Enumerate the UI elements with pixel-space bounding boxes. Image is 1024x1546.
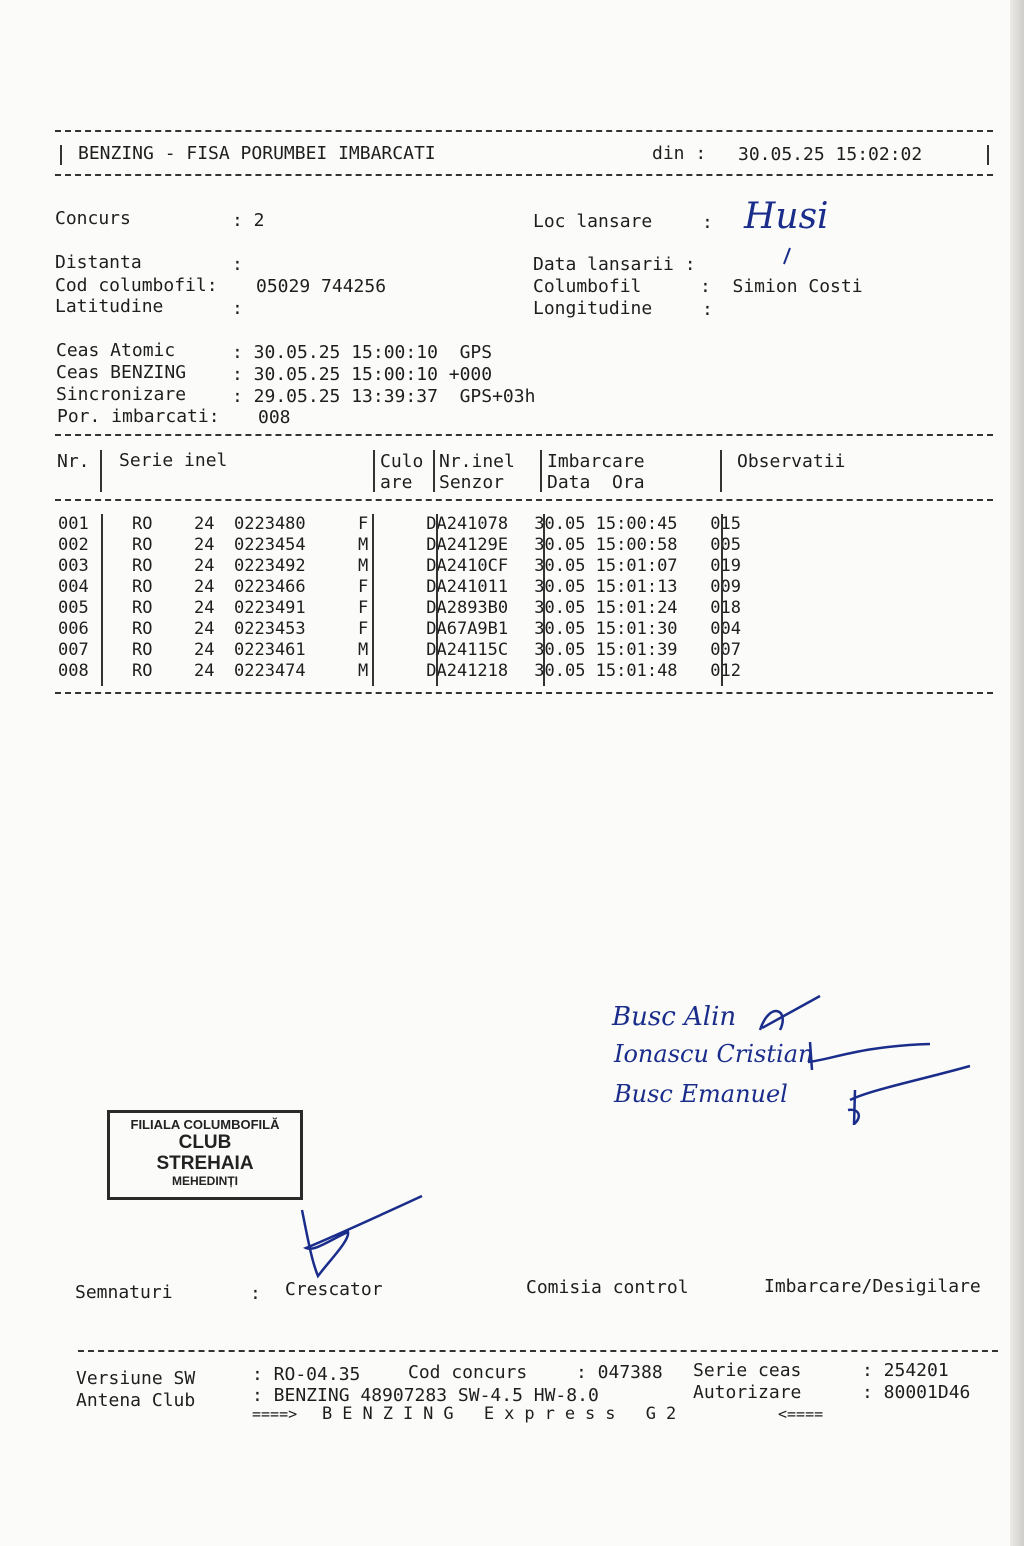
table-row (58, 577, 770, 598)
commission-name-2: Ionascu Cristian (614, 1040, 814, 1068)
row-nr: 007 (58, 640, 89, 660)
banner-right: <==== (778, 1405, 824, 1423)
table-row (58, 661, 770, 682)
crescator-signature (290, 1190, 430, 1280)
row-ring: 0223480 (234, 514, 306, 534)
row-sensor: DA241011 (426, 577, 509, 597)
stamp-line-4: MEHEDINȚI (172, 1174, 238, 1188)
col-header-data-ora: Data Ora (547, 472, 645, 493)
stamp-line-3: STREHAIA (156, 1153, 254, 1174)
loc-lansare-sep: : (702, 212, 713, 233)
banner-left: ====> (252, 1405, 298, 1423)
row-datetime: 30.05 15:00:45 (534, 514, 678, 534)
row-sensor: DA24129E (426, 535, 509, 555)
row-nr: 008 (58, 661, 89, 681)
row-datetime: 30.05 15:01:39 (534, 640, 678, 660)
col-header-nr-inel: Nr.inel (439, 451, 515, 472)
concurs-value: : 2 (232, 210, 265, 231)
col-header-imbarcare: Imbarcare (547, 451, 645, 472)
col-header-senzor: Senzor (439, 472, 505, 493)
comisia-label: Comisia control (526, 1277, 689, 1298)
row-nr: 002 (58, 535, 89, 555)
row-country: RO (132, 535, 153, 555)
cod-concurs-value: : 047388 (576, 1362, 663, 1383)
row-observation: 009 (710, 577, 741, 597)
columbofil-label: Columbofil (533, 276, 642, 297)
row-country: RO (132, 598, 153, 618)
data-lansarii-pen-mark (780, 246, 794, 266)
sincronizare-value: : 29.05.25 13:39:37 GPS+03h (232, 386, 536, 407)
row-observation: 012 (710, 661, 741, 681)
stamp-line-2: CLUB (178, 1132, 232, 1153)
distanta-value: : (232, 254, 243, 275)
col-divider-1 (100, 450, 102, 492)
row-datetime: 30.05 15:01:24 (534, 598, 678, 618)
autorizare-label: Autorizare (693, 1382, 802, 1403)
row-datetime: 30.05 15:00:58 (534, 535, 678, 555)
col-header-culo: Culo (380, 451, 424, 472)
ceas-benzing-label: Ceas BENZING (56, 362, 187, 383)
row-color (368, 514, 426, 535)
concurs-label: Concurs (55, 208, 131, 229)
distanta-label: Distanta (55, 252, 142, 273)
row-sensor: DA2410CF (426, 556, 509, 576)
page-edge-shadow (1010, 0, 1024, 1546)
header-right-bar (987, 145, 989, 165)
pigeon-table-body (58, 514, 770, 682)
row-sex: F (358, 514, 369, 534)
row-sex: F (358, 598, 369, 618)
row-country: RO (132, 577, 153, 597)
row-color (368, 598, 426, 619)
table-row (58, 514, 770, 535)
cod-concurs-label: Cod concurs (408, 1362, 528, 1383)
row-year: 24 (194, 661, 215, 681)
row-nr: 005 (58, 598, 89, 618)
row-divider-1 (101, 514, 103, 686)
row-sex: M (358, 640, 369, 660)
row-color (368, 640, 426, 661)
row-ring: 0223453 (234, 619, 306, 639)
ceas-atomic-value: : 30.05.25 15:00:10 GPS (232, 342, 493, 363)
row-sex: F (358, 619, 369, 639)
crescator-label: Crescator (285, 1279, 383, 1300)
row-nr: 006 (58, 619, 89, 639)
club-stamp (107, 1110, 303, 1200)
longitudine-value: : (702, 299, 713, 320)
row-ring: 0223461 (234, 640, 306, 660)
row-observation: 019 (710, 556, 741, 576)
autorizare-value: : 80001D46 (862, 1382, 971, 1403)
col-header-serie-inel: Serie inel (119, 450, 228, 471)
versiune-value: : RO-04.35 (252, 1364, 361, 1385)
table-row (58, 598, 770, 619)
versiune-label: Versiune SW (76, 1368, 196, 1389)
table-row (58, 535, 770, 556)
commission-signatures (750, 990, 980, 1130)
row-divider-4 (543, 514, 545, 686)
row-datetime: 30.05 15:01:30 (534, 619, 678, 639)
row-sensor: DA24115C (426, 640, 509, 660)
row-color (368, 661, 426, 682)
row-country: RO (132, 661, 153, 681)
latitudine-label: Latitudine (55, 296, 164, 317)
data-lansarii-label: Data lansarii : (533, 254, 696, 275)
row-year: 24 (194, 640, 215, 660)
commission-name-3: Busc Emanuel (614, 1080, 788, 1108)
row-color (368, 535, 426, 556)
row-divider-2 (372, 514, 374, 686)
col-divider-5 (720, 450, 722, 492)
serie-ceas-label: Serie ceas (693, 1360, 802, 1381)
row-ring: 0223466 (234, 577, 306, 597)
row-sex: M (358, 661, 369, 681)
semnaturi-sep: : (250, 1283, 261, 1304)
row-nr: 003 (58, 556, 89, 576)
row-observation: 005 (710, 535, 741, 555)
row-year: 24 (194, 556, 215, 576)
row-sensor: DA2893B0 (426, 598, 509, 618)
print-date-label: din : (652, 143, 707, 164)
row-year: 24 (194, 598, 215, 618)
row-divider-3 (436, 514, 438, 686)
sincronizare-label: Sincronizare (56, 384, 187, 405)
row-color (368, 619, 426, 640)
row-ring: 0223491 (234, 598, 306, 618)
col-divider-3 (433, 450, 435, 492)
table-row (58, 619, 770, 640)
imbarcare-desigilare-label: Imbarcare/Desigilare (764, 1276, 981, 1297)
pigeon-table (58, 514, 770, 682)
antena-value: : BENZING 48907283 SW-4.5 HW-8.0 (252, 1385, 599, 1406)
col-header-nr: Nr. (57, 451, 90, 472)
row-sex: M (358, 556, 369, 576)
table-header-rule (55, 499, 993, 501)
por-imbarcati-value: 008 (258, 407, 291, 428)
print-date-value: 30.05.25 15:02:02 (738, 144, 923, 165)
col-header-observatii: Observatii (737, 451, 846, 472)
row-country: RO (132, 640, 153, 660)
row-year: 24 (194, 577, 215, 597)
row-year: 24 (194, 514, 215, 534)
banner-text: BENZING Express G2 (322, 1404, 687, 1424)
ceas-benzing-value: : 30.05.25 15:00:10 +000 (232, 364, 493, 385)
row-sensor: DA241218 (426, 661, 509, 681)
row-sex: F (358, 577, 369, 597)
commission-name-1: Busc Alin (612, 1002, 737, 1032)
row-observation: 018 (710, 598, 741, 618)
por-imbarcati-label: Por. imbarcati: (57, 406, 220, 427)
table-row (58, 640, 770, 661)
row-country: RO (132, 556, 153, 576)
cod-columbofil-value: 05029 744256 (256, 276, 387, 297)
semnaturi-label: Semnaturi (75, 1282, 173, 1303)
serie-ceas-value: : 254201 (862, 1360, 949, 1381)
document-title: BENZING - FISA PORUMBEI IMBARCATI (78, 143, 436, 164)
row-color (368, 556, 426, 577)
row-color (368, 577, 426, 598)
header-left-bar (60, 145, 62, 165)
loc-lansare-handwritten: Husi (744, 196, 829, 237)
longitudine-label: Longitudine (533, 298, 653, 319)
col-divider-2 (373, 450, 375, 492)
row-datetime: 30.05 15:01:48 (534, 661, 678, 681)
row-ring: 0223474 (234, 661, 306, 681)
row-divider-5 (721, 514, 723, 686)
stamp-line-1: FILIALA COLUMBOFILĂ (130, 1117, 280, 1132)
columbofil-value: : Simion Costi (700, 276, 863, 297)
row-year: 24 (194, 535, 215, 555)
footer-rule (78, 1350, 998, 1352)
loc-lansare-label: Loc lansare (533, 211, 653, 232)
header-bottom-rule (55, 174, 993, 176)
row-observation: 015 (710, 514, 741, 534)
row-datetime: 30.05 15:01:07 (534, 556, 678, 576)
row-year: 24 (194, 619, 215, 639)
table-top-rule (55, 434, 993, 436)
row-ring: 0223492 (234, 556, 306, 576)
row-datetime: 30.05 15:01:13 (534, 577, 678, 597)
row-ring: 0223454 (234, 535, 306, 555)
row-country: RO (132, 514, 153, 534)
latitudine-value: : (232, 298, 243, 319)
row-nr: 004 (58, 577, 89, 597)
row-sensor: DA67A9B1 (426, 619, 509, 639)
row-observation: 007 (710, 640, 741, 660)
header-top-rule (55, 130, 993, 132)
col-header-are: are (380, 472, 413, 493)
row-sensor: DA241078 (426, 514, 509, 534)
antena-label: Antena Club (76, 1390, 196, 1411)
row-nr: 001 (58, 514, 89, 534)
row-observation: 004 (710, 619, 741, 639)
cod-columbofil-label: Cod columbofil: (55, 275, 218, 296)
table-bottom-rule (55, 692, 993, 694)
table-row (58, 556, 770, 577)
col-divider-4 (540, 450, 542, 492)
row-sex: M (358, 535, 369, 555)
row-country: RO (132, 619, 153, 639)
ceas-atomic-label: Ceas Atomic (56, 340, 176, 361)
